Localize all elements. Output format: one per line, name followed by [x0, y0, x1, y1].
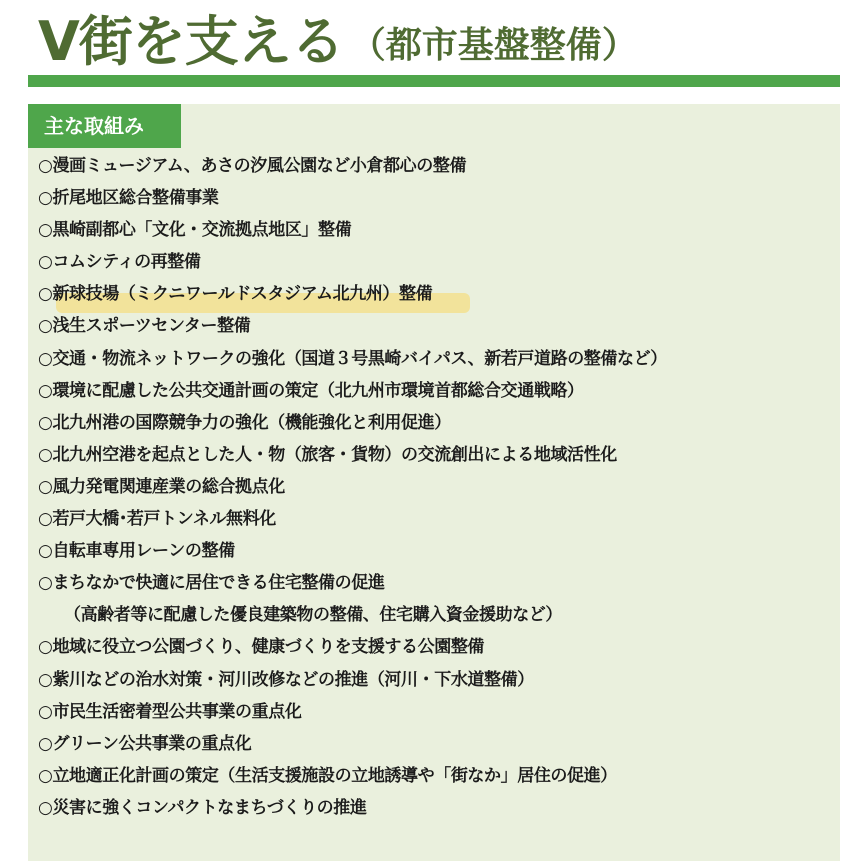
- list-item-text: まちなかで快適に居住できる住宅整備の促進: [52, 573, 385, 594]
- list-item: [38, 182, 667, 214]
- list-item-text: 紫川などの治水対策・河川改修などの推進（河川・下水道整備）: [52, 669, 534, 690]
- circle-bullet-icon: ○: [38, 765, 53, 786]
- list-item: [38, 535, 667, 567]
- list-item: [38, 310, 667, 342]
- page-title-subtitle: （都市基盤整備）: [349, 25, 638, 66]
- list-item: [38, 246, 667, 278]
- circle-bullet-icon: ○: [38, 797, 53, 818]
- circle-bullet-icon: ○: [38, 252, 53, 273]
- list-item: [38, 792, 667, 824]
- list-item: [38, 664, 667, 696]
- list-item-text: 北九州港の国際競争力の強化（機能強化と利用促進）: [52, 412, 451, 433]
- list-item-text: コムシティの再整備: [52, 252, 201, 273]
- list-item-text: グリーン公共事業の重点化: [52, 733, 252, 754]
- circle-bullet-icon: ○: [38, 573, 53, 594]
- list-item: [38, 728, 667, 760]
- list-item-text: 若戸大橋･若戸トンネル無料化: [52, 509, 276, 530]
- title-underline-divider: [28, 75, 840, 87]
- list-item-text: 地域に役立つ公園づくり、健康づくりを支援する公園整備: [52, 637, 485, 658]
- list-item-text: 災害に強くコンパクトなまちづくりの推進: [52, 797, 367, 818]
- list-item-text: 黒崎副都心「文化・交流拠点地区」整備: [52, 220, 352, 241]
- circle-bullet-icon: ○: [38, 444, 53, 465]
- list-item-text: 漫画ミュージアム、あさの汐風公園など小倉都心の整備: [52, 156, 467, 176]
- list-item: [38, 214, 667, 246]
- circle-bullet-icon: ○: [38, 220, 53, 241]
- circle-bullet-icon: ○: [38, 316, 53, 337]
- circle-bullet-icon: ○: [38, 701, 53, 722]
- list-item-text: 市民生活密着型公共事業の重点化: [52, 701, 302, 722]
- circle-bullet-icon: ○: [38, 156, 53, 176]
- circle-bullet-icon: ○: [38, 669, 53, 690]
- circle-bullet-icon: ○: [38, 412, 53, 433]
- list-item-text: （高齢者等に配慮した優良建築物の整備、住宅購入資金援助など）: [64, 605, 562, 626]
- list-item-text: 環境に配慮した公共交通計画の策定（北九州市環境首都総合交通戦略）: [52, 380, 584, 401]
- list-item-text: 交通・物流ネットワークの強化（国道３号黒崎バイパス、新若戸道路の整備など）: [52, 348, 667, 369]
- list-item-text: 浅生スポーツセンター整備: [52, 316, 251, 337]
- list-item-text: 立地適正化計画の策定（生活支援施設の立地誘導や「街なか」居住の促進）: [52, 765, 617, 786]
- list-item-text: 新球技場（ミクニワールドスタジアム北九州）整備: [52, 284, 433, 305]
- list-item-text: 北九州空港を起点とした人・物（旅客・貨物）の交流創出による地域活性化: [52, 444, 617, 465]
- circle-bullet-icon: ○: [38, 188, 53, 209]
- list-item: [38, 567, 667, 599]
- section-heading: 主な取組み: [28, 104, 181, 148]
- list-item: [38, 631, 667, 663]
- page-title-main: V街を支える: [38, 10, 344, 73]
- list-item: [38, 696, 667, 728]
- circle-bullet-icon: ○: [38, 733, 53, 754]
- list-item: [38, 150, 667, 182]
- list-item: [38, 760, 667, 792]
- list-item: [38, 439, 667, 471]
- circle-bullet-icon: ○: [38, 509, 53, 530]
- list-item-text: 風力発電関連産業の総合拠点化: [52, 476, 285, 497]
- circle-bullet-icon: ○: [38, 284, 53, 305]
- circle-bullet-icon: ○: [38, 348, 53, 369]
- page-title: [38, 2, 638, 72]
- initiatives-list: [38, 150, 667, 824]
- list-item: [38, 375, 667, 407]
- circle-bullet-icon: ○: [38, 476, 53, 497]
- list-item-continuation: [38, 599, 667, 631]
- list-item-text: 自転車専用レーンの整備: [52, 541, 235, 562]
- list-item: [38, 407, 667, 439]
- circle-bullet-icon: ○: [38, 637, 53, 658]
- list-item: [38, 343, 667, 375]
- list-item: [38, 471, 667, 503]
- circle-bullet-icon: ○: [38, 541, 53, 562]
- list-item-highlighted: [38, 278, 667, 310]
- list-item: [38, 503, 667, 535]
- circle-bullet-icon: ○: [38, 380, 53, 401]
- list-item-text: 折尾地区総合整備事業: [52, 188, 219, 209]
